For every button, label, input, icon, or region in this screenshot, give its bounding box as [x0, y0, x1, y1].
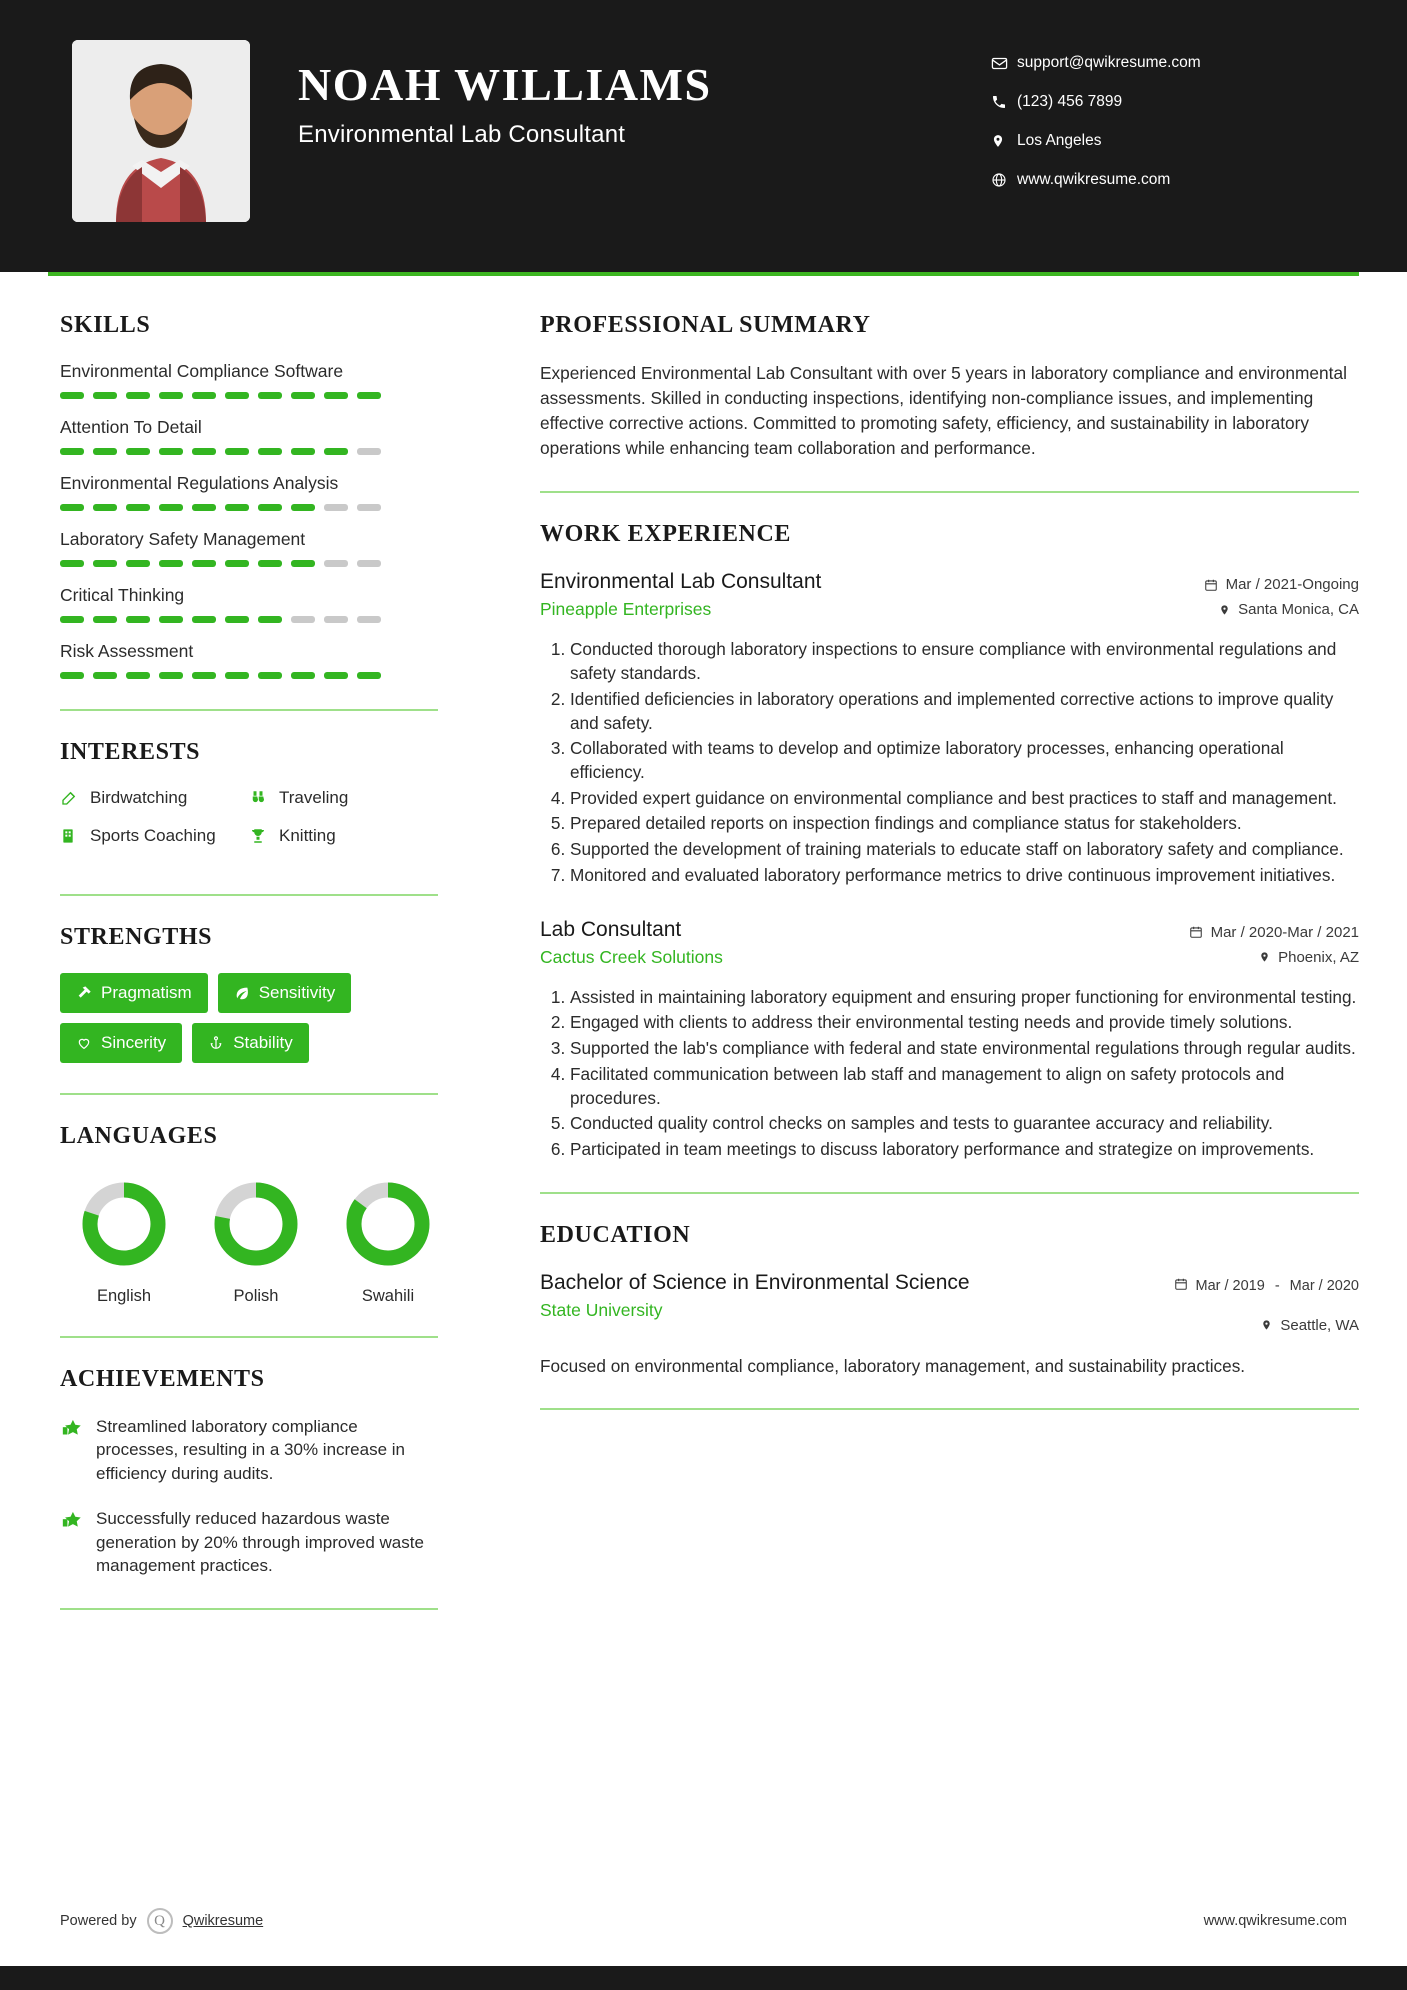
skill-rating-dot [258, 504, 282, 511]
skill-rating-dot [291, 448, 315, 455]
skill-rating-dot [225, 672, 249, 679]
skill-rating-dot [192, 672, 216, 679]
job-title: Lab Consultant [540, 917, 682, 941]
calendar-icon [1174, 1277, 1188, 1295]
mail-icon [991, 55, 1017, 72]
resume-header [0, 0, 1407, 272]
footer-website[interactable]: www.qwikresume.com [1203, 1913, 1347, 1929]
skill-rating-dot [225, 392, 249, 399]
skill-rating-dot [192, 560, 216, 567]
calendar-icon [1204, 578, 1218, 592]
skill-rating-dot [291, 504, 315, 511]
heart-icon [76, 1035, 92, 1051]
skill-rating-dot [93, 392, 117, 399]
skill-rating-dot [324, 560, 348, 567]
interest-label: Birdwatching [90, 788, 188, 807]
language-label: Polish [233, 1287, 279, 1305]
skill-rating-dot [93, 560, 117, 567]
skill-rating-dot [126, 448, 150, 455]
skill-rating-dot [324, 672, 348, 679]
job-duties-list [540, 986, 1359, 1162]
skill-rating-dot [93, 672, 117, 679]
skill-rating-dot [192, 504, 216, 511]
interest-label: Knitting [279, 826, 336, 845]
bottom-bar [0, 1966, 1407, 1990]
name-block [298, 60, 712, 149]
skill-rating-dot [60, 616, 84, 623]
education-degree: Bachelor of Science in Environmental Science [540, 1270, 970, 1294]
avatar [72, 40, 250, 222]
skill-item [60, 417, 438, 455]
binoculars-icon [249, 789, 279, 807]
job-company: Pineapple Enterprises [540, 599, 712, 620]
divider [60, 1093, 438, 1095]
education-date-end: Mar / 2020 [1289, 1277, 1359, 1294]
skill-rating-dot [324, 392, 348, 399]
skill-rating-dot [357, 448, 381, 455]
skill-label: Environmental Regulations Analysis [60, 473, 339, 493]
skill-rating-dot [192, 392, 216, 399]
location-icon [991, 132, 1017, 150]
skill-rating-dot [192, 616, 216, 623]
location-icon [1261, 1318, 1272, 1332]
skill-rating-dot [159, 560, 183, 567]
education-description: Focused on environmental compliance, laboratory management, and sustainability practices. [540, 1355, 1246, 1376]
calendar-icon [1189, 925, 1203, 939]
skill-rating-dot [60, 560, 84, 567]
qwikresume-logo-icon: Q [147, 1908, 173, 1934]
skill-rating-dot [225, 504, 249, 511]
skill-rating-dot [357, 672, 381, 679]
job-duty: 4. Facilitated communication between lab staff and management to align on safety protocols and procedures. [570, 1063, 1359, 1110]
languages-heading: LANGUAGES [60, 1123, 218, 1149]
job-location [1189, 949, 1359, 966]
divider [60, 709, 438, 711]
skill-rating-dot [93, 448, 117, 455]
skill-label: Attention To Detail [60, 417, 202, 437]
achievement-text: Streamlined laboratory compliance processes, resulting in a 30% increase in efficiency during audits. [96, 1417, 405, 1483]
skill-rating-dot [258, 448, 282, 455]
achievement-item [60, 1507, 438, 1577]
phone-icon [991, 94, 1017, 110]
job-duty: 2. Engaged with clients to address their environmental testing needs and provide timely solutions. [570, 1011, 1359, 1035]
skill-rating [60, 392, 438, 399]
job-duty: 1. Conducted thorough laboratory inspections to ensure compliance with environmental regulations and safety standards. [570, 638, 1359, 685]
skill-rating-dot [60, 672, 84, 679]
divider [540, 1192, 1359, 1194]
job-duty: 2. Identified deficiencies in laboratory operations and implemented corrective actions to improve quality and safety. [570, 688, 1359, 735]
summary-heading: PROFESSIONAL SUMMARY [540, 312, 871, 338]
achievement-text: Successfully reduced hazardous waste generation by 20% through improved waste management practices. [96, 1509, 424, 1576]
language-item [208, 1180, 304, 1306]
job-duties-list [540, 638, 1359, 887]
skill-item [60, 361, 438, 399]
achievement-icon [60, 1415, 96, 1485]
skill-rating-dot [126, 616, 150, 623]
strength-label: Pragmatism [101, 983, 192, 1002]
job-title: Environmental Lab Consultant [540, 570, 822, 594]
qwikresume-brand[interactable]: Qwikresume [182, 1913, 264, 1929]
skill-rating [60, 672, 438, 679]
achievement-icon [60, 1507, 96, 1577]
skill-rating-dot [60, 448, 84, 455]
skills-heading: SKILLS [60, 312, 151, 338]
skill-rating-dot [357, 616, 381, 623]
job-duty: 1. Assisted in maintaining laboratory equipment and ensuring proper functioning for environmental testing. [570, 986, 1359, 1010]
contact-website[interactable] [991, 171, 1321, 189]
education-date-start: Mar / 2019 [1195, 1277, 1265, 1294]
achievements-heading: ACHIEVEMENTS [60, 1366, 265, 1392]
skill-item [60, 529, 438, 567]
skill-rating-dot [357, 504, 381, 511]
skill-rating-dot [258, 392, 282, 399]
skill-rating-dot [357, 392, 381, 399]
skill-rating-dot [126, 560, 150, 567]
job-duty: 6. Participated in team meetings to discuss laboratory performance and strategize on improvements. [570, 1138, 1359, 1162]
skill-rating-dot [60, 504, 84, 511]
strength-chip [218, 973, 352, 1013]
skill-rating-dot [126, 672, 150, 679]
skill-rating-dot [159, 504, 183, 511]
skill-rating-dot [258, 560, 282, 567]
jobs-list [540, 570, 1359, 1161]
job-duty: 6. Supported the development of training materials to educate staff on laboratory safety and compliance. [570, 838, 1359, 862]
footer [0, 1908, 1407, 1934]
hammer-icon [76, 985, 92, 1001]
language-item [76, 1180, 172, 1306]
job-location [1204, 601, 1359, 618]
contact-phone-value: (123) 456 7899 [1017, 93, 1123, 110]
job-role: Environmental Lab Consultant [298, 120, 626, 148]
education-location-value: Seattle, WA [1280, 1316, 1359, 1334]
skill-rating-dot [258, 672, 282, 679]
interests-heading: INTERESTS [60, 739, 201, 765]
work-experience-heading: WORK EXPERIENCE [540, 521, 792, 548]
skill-rating-dot [258, 616, 282, 623]
education-entry [540, 1271, 1359, 1378]
skill-rating-dot [324, 448, 348, 455]
skill-rating-dot [192, 448, 216, 455]
education-heading: EDUCATION [540, 1221, 691, 1248]
interest-item [249, 788, 438, 808]
interest-item [60, 826, 249, 846]
interests-list [60, 788, 438, 864]
location-icon [1219, 603, 1230, 617]
job-dates [1189, 924, 1359, 941]
powered-by [60, 1908, 263, 1934]
job-entry [540, 918, 1359, 1162]
trophy-icon [249, 827, 279, 845]
job-location-value: Santa Monica, CA [1238, 601, 1359, 619]
divider [60, 1336, 438, 1338]
skill-rating [60, 616, 438, 623]
skill-rating-dot [291, 560, 315, 567]
skill-rating-dot [93, 504, 117, 511]
avatar-photo [72, 40, 250, 222]
contact-email-value: support@qwikresume.com [1017, 54, 1201, 71]
education-school: State University [540, 1299, 663, 1320]
skill-rating-dot [60, 392, 84, 399]
strengths-heading: STRENGTHS [60, 924, 213, 950]
education-dates: Mar / 2019 - Mar / 2020 [1174, 1277, 1360, 1295]
skill-rating-dot [357, 560, 381, 567]
job-entry [540, 570, 1359, 887]
leaf-icon [234, 985, 250, 1001]
skill-label: Risk Assessment [60, 641, 194, 661]
language-progress-ring [212, 1180, 300, 1268]
language-label: Swahili [361, 1287, 415, 1305]
job-duty: 3. Collaborated with teams to develop and optimize laboratory processes, enhancing operational efficiency. [570, 737, 1359, 784]
skill-item [60, 585, 438, 623]
resume-body [0, 276, 1407, 1638]
achievements-list [60, 1415, 438, 1578]
skill-rating-dot [225, 448, 249, 455]
strength-chip [60, 973, 208, 1013]
summary-text: Experienced Environmental Lab Consultant with over 5 years in laboratory compliance and environmental assessments. Skilled in conducting inspections, identifying non-compliance issues, and implementing effective corrective actions. Committed to promoting safety, efficiency, and sustainability in laboratory operations while enhancing team collaboration and performance. [540, 363, 1347, 459]
contact-list [991, 54, 1321, 210]
main-column [488, 312, 1359, 1638]
skill-rating-dot [291, 616, 315, 623]
contact-location [991, 132, 1321, 150]
skill-rating-dot [225, 560, 249, 567]
job-duty: 3. Supported the lab's compliance with federal and state environmental regulations through regular audits. [570, 1037, 1359, 1061]
contact-location-value: Los Angeles [1017, 132, 1102, 149]
interest-label: Sports Coaching [90, 826, 216, 845]
strengths-list [60, 973, 438, 1063]
job-dates-value: Mar / 2020-Mar / 2021 [1210, 923, 1359, 941]
skill-rating-dot [225, 616, 249, 623]
job-dates [1204, 576, 1359, 593]
education-location [1174, 1317, 1360, 1334]
divider [60, 1608, 438, 1610]
skill-rating-dot [159, 392, 183, 399]
skill-rating-dot [291, 672, 315, 679]
skill-rating-dot [159, 448, 183, 455]
interest-label: Traveling [279, 788, 349, 807]
skill-label: Environmental Compliance Software [60, 361, 344, 381]
language-label: English [96, 1287, 152, 1305]
divider [60, 894, 438, 896]
globe-icon [991, 172, 1017, 188]
job-duty: 4. Provided expert guidance on environmental compliance and best practices to staff and management. [570, 787, 1359, 811]
skill-rating-dot [126, 392, 150, 399]
contact-email[interactable] [991, 54, 1321, 72]
anchor-icon [208, 1035, 224, 1051]
language-progress-ring [80, 1180, 168, 1268]
strength-label: Sensitivity [258, 983, 336, 1002]
job-duty: 5. Conducted quality control checks on samples and tests to guarantee accuracy and reliability. [570, 1112, 1359, 1136]
building-icon [60, 827, 90, 845]
skill-rating [60, 448, 438, 455]
divider [540, 491, 1359, 493]
contact-website-value: www.qwikresume.com [1017, 171, 1171, 188]
interest-item [60, 788, 249, 808]
divider [540, 1408, 1359, 1410]
interest-item [249, 826, 438, 846]
skill-label: Laboratory Safety Management [60, 529, 306, 549]
skill-rating-dot [324, 616, 348, 623]
strength-label: Stability [233, 1033, 293, 1052]
job-dates-value: Mar / 2021-Ongoing [1225, 576, 1359, 594]
achievement-item [60, 1415, 438, 1485]
skill-rating-dot [93, 616, 117, 623]
skill-label: Critical Thinking [60, 585, 185, 605]
skill-rating [60, 504, 438, 511]
skill-item [60, 641, 438, 679]
skill-item [60, 473, 438, 511]
skill-rating-dot [159, 672, 183, 679]
contact-phone[interactable] [991, 93, 1321, 111]
pencil-square-icon [60, 789, 90, 807]
job-duty: 7. Monitored and evaluated laboratory performance metrics to drive continuous improvement initiatives. [570, 864, 1359, 888]
skill-rating-dot [324, 504, 348, 511]
location-icon [1259, 950, 1270, 964]
strength-label: Sincerity [101, 1033, 167, 1052]
skill-rating-dot [126, 504, 150, 511]
language-progress-ring [344, 1180, 432, 1268]
powered-by-label: Powered by [60, 1913, 137, 1929]
skill-rating-dot [159, 616, 183, 623]
skill-rating-dot [291, 392, 315, 399]
strength-chip [192, 1023, 309, 1063]
strength-chip [60, 1023, 182, 1063]
sidebar [48, 312, 488, 1638]
skills-list [60, 361, 438, 679]
job-company: Cactus Creek Solutions [540, 946, 723, 967]
language-item [340, 1180, 436, 1306]
job-location-value: Phoenix, AZ [1278, 948, 1359, 966]
page-title: NOAH WILLIAMS [298, 59, 712, 110]
job-duty: 5. Prepared detailed reports on inspection findings and compliance status for stakeholders. [570, 812, 1359, 836]
languages-list [60, 1172, 438, 1306]
skill-rating [60, 560, 438, 567]
